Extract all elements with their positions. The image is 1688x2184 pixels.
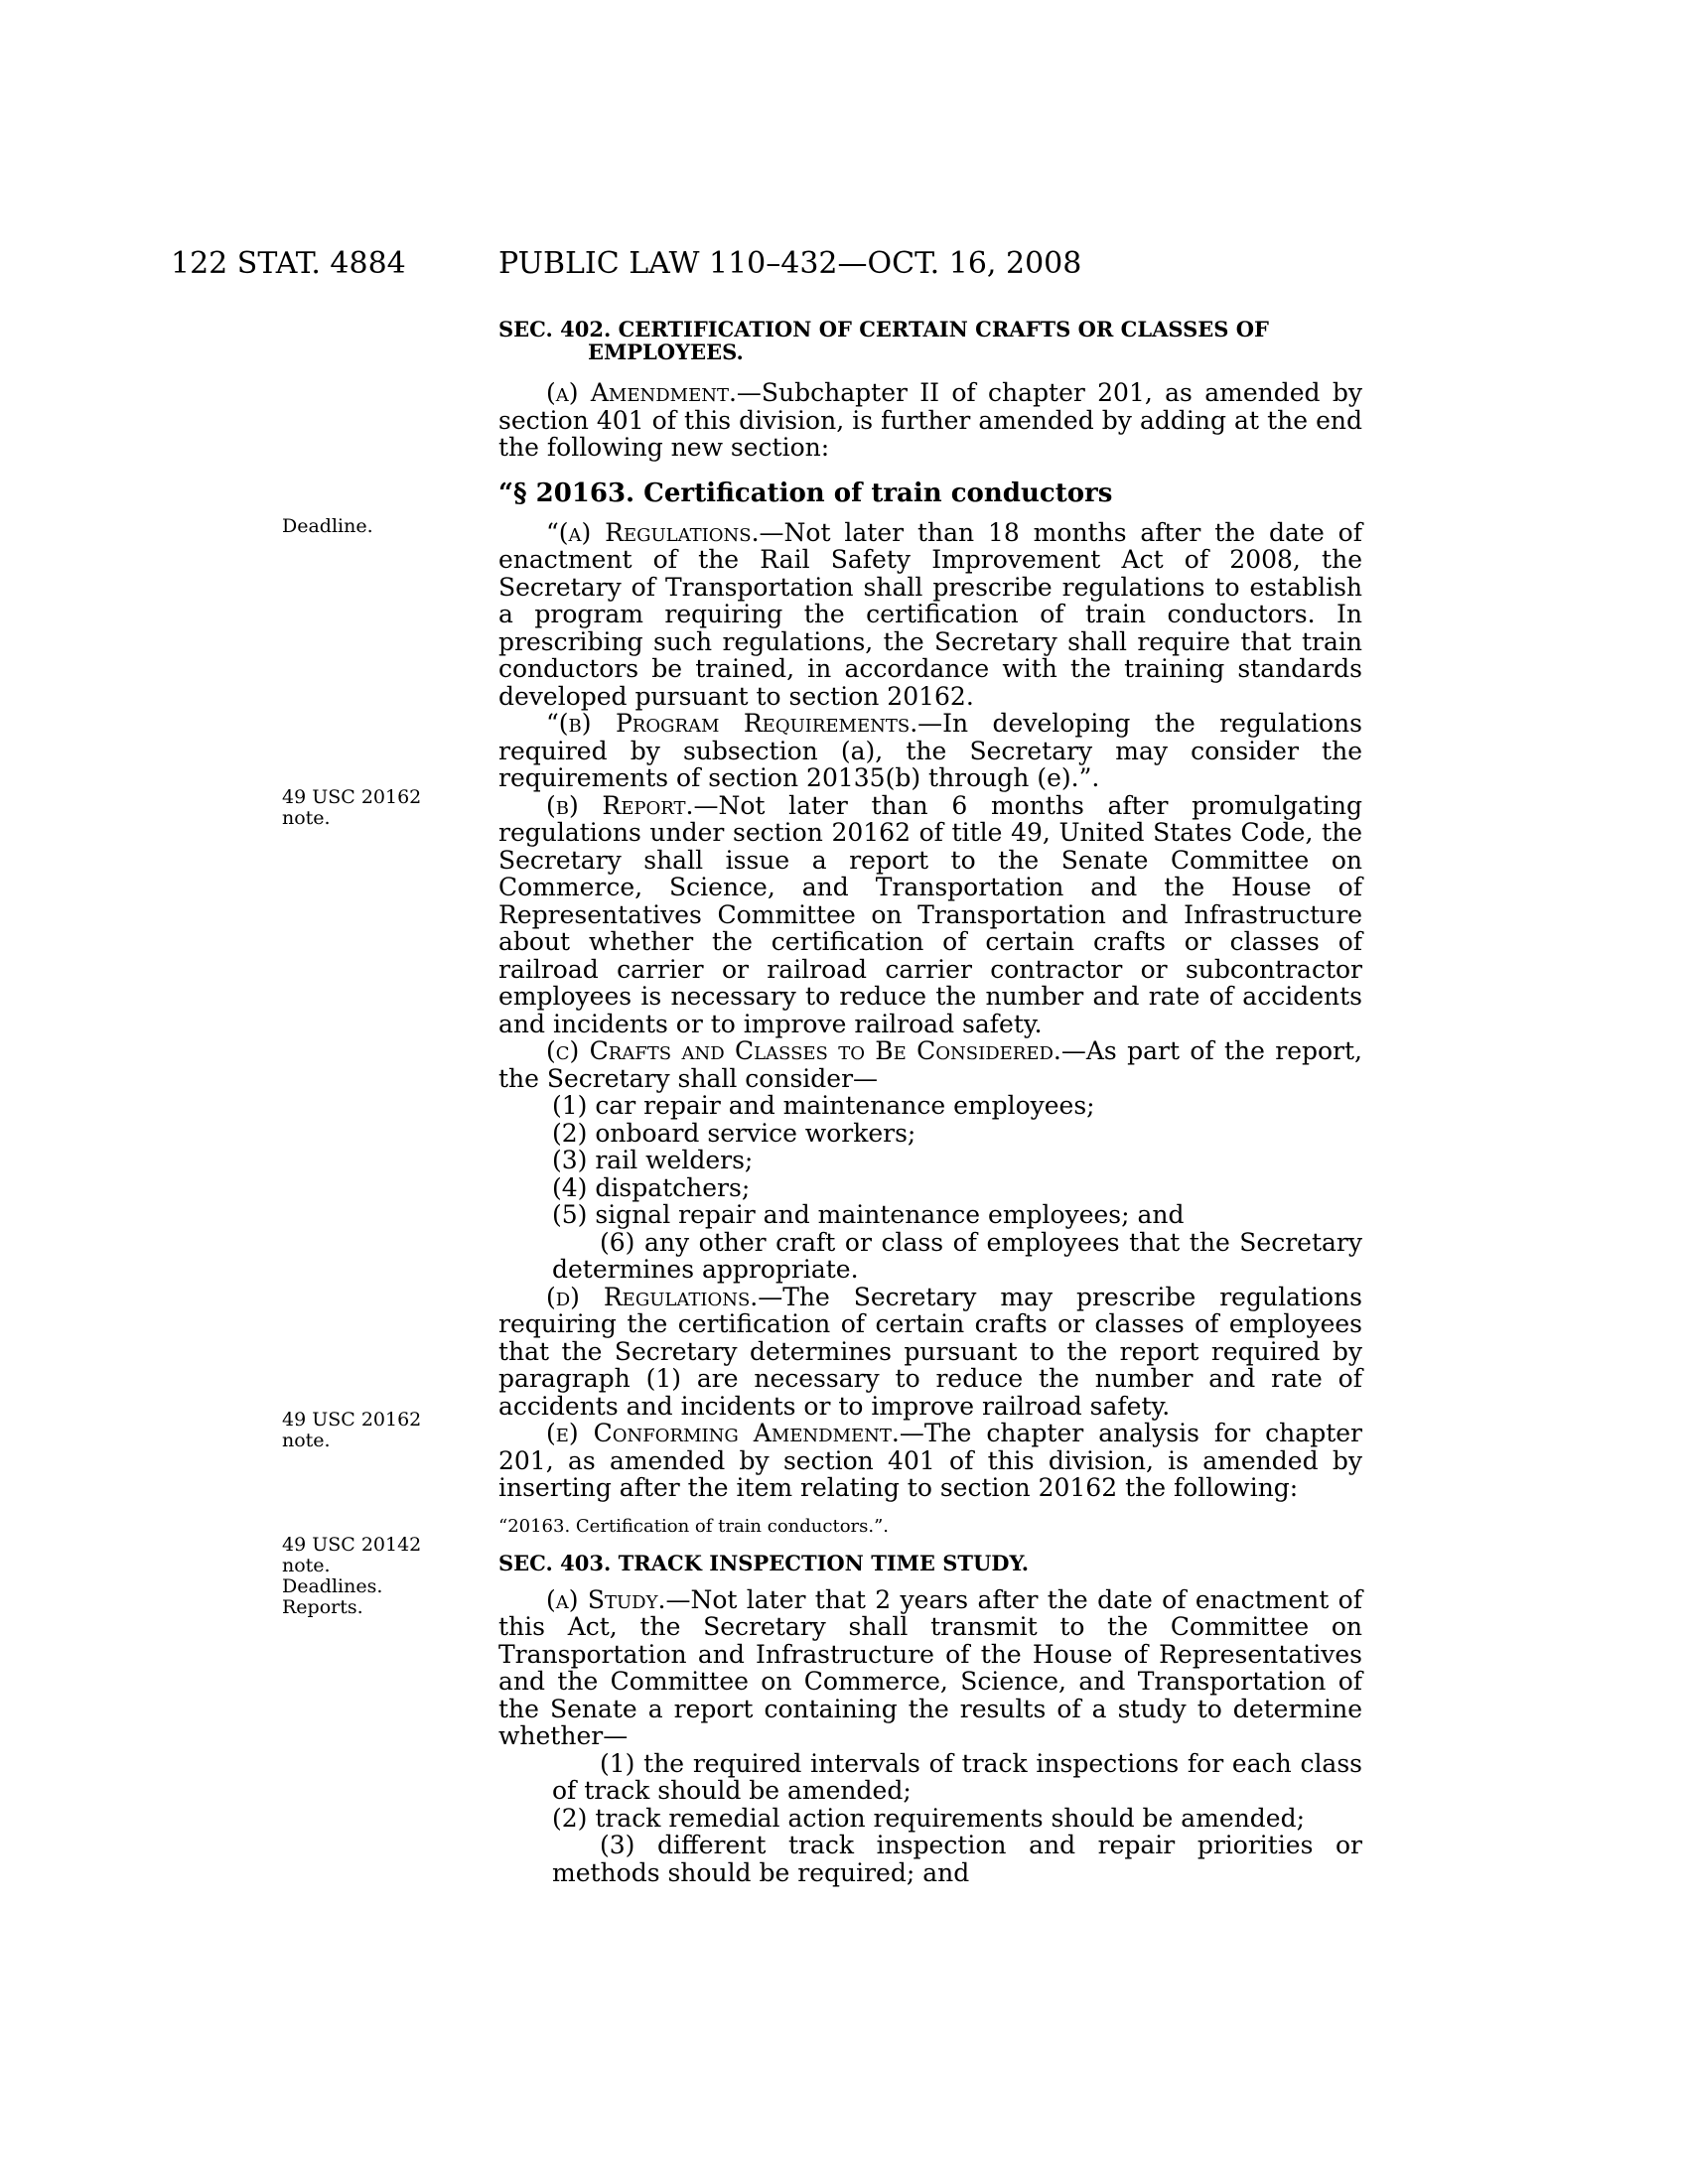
section-title-line: EMPLOYEES. [588,340,744,364]
paragraph-c-crafts [498,1037,1362,1092]
margin-note-text: 49 USC 20162 [282,786,422,808]
paragraph-label: (c) Crafts and Classes to Be Considered. [546,1036,1061,1065]
paragraph-text: —Not later than 6 months after promulgating regulations under section 20162 of title 49, United States Code, the Secretary shall issue a report to the Senate Committee on Commerce, Science, and Transportation and the House of Representatives Committee on Transportation and Infrastructure about whether the certification of certain crafts or classes of railroad carrier or railroad carrier contractor or subcontractor employees is necessary to reduce the number and rate of accidents and incidents or to improve railroad safety. [498,790,1362,1038]
paragraph-label: “(b) Program Requirements. [546,709,918,738]
paragraph-text: —As part of the report, the Secretary shall consider— [498,1036,1362,1093]
margin-note-text: 49 USC 20162 [282,1409,422,1431]
margin-note-text: Reports. [282,1596,363,1618]
paragraph-program-requirements [498,710,1362,792]
margin-note-usc-1 [282,787,461,829]
chapter-analysis-item: “20163. Certification of train conductors.”. [498,1515,890,1537]
margin-note-usc-2 [282,1410,461,1451]
paragraph-text: —Not later than 18 months after the date of enactment of the Rail Safety Improvement Act of 2008, the Secretary of Transportation shall prescribe regulations to establish a program requiring the certification of train conductors. In prescribing such regulations, the Secretary shall require that train conductors be trained, in accordance with the training standards developed pursuant to section 20162. [498,517,1362,711]
list-item: (3) rail welders; [552,1146,754,1174]
margin-note-deadline [282,516,461,537]
paragraph-a-amendment [498,379,1362,462]
paragraph-text: —Not later that 2 years after the date of enactment of this Act, the Secretary shall transmit to the Committee on Transportation and Infrastructure of the House of Representatives and the Committee on Commerce, Science, and Transportation of the Senate a report containing the results of a study to determine whether— [498,1584,1362,1750]
margin-note-text: note. [282,1430,331,1451]
paragraph-text: —In developing the regulations required by subsection (a), the Secretary may consider the requirements of section 20135(b) through (e).”. [498,709,1362,792]
paragraph-label: (b) Report. [546,790,694,820]
paragraph-text: —The chapter analysis for chapter 201, as amended by section 401 of this division, is amended by inserting after the item relating to section 20162 the following: [498,1419,1362,1502]
margin-note-text: Deadlines. [282,1575,383,1597]
paragraph-b-report [498,792,1362,1038]
stat-citation: 122 STAT. 4884 [171,246,406,281]
list-item: (2) track remedial action requirements should be amended; [552,1803,1306,1833]
paragraph-text: —The Secretary may prescribe regulations requiring the certification of certain crafts or classes of employees that the Secretary determines pursuant to the report required by paragraph (1) are necessary to reduce the number and rate of accidents and incidents or to improve railroad safety. [498,1282,1362,1421]
section-title-line: SEC. 402. CERTIFICATION OF CERTAIN CRAFTS OR CLASSES OF [498,317,1269,341]
list-item: (1) car repair and maintenance employees; [552,1091,1095,1120]
list-item: (5) signal repair and maintenance employees; and [552,1200,1185,1229]
list-item: (4) dispatchers; [552,1172,751,1202]
main-text-column [498,318,1362,1886]
paragraph-label: (d) Regulations. [546,1282,759,1311]
list-item: (1) the required intervals of track inspections for each class of track should be amended; [552,1748,1362,1805]
paragraph-d-regulations [498,1284,1362,1421]
section-402-title [498,318,1362,363]
list-item: (6) any other craft or class of employees that the Secretary determines appropriate. [552,1227,1362,1284]
paragraph-label: (e) Conforming Amendment. [546,1419,900,1447]
margin-note-usc-3 [282,1535,461,1618]
paragraph-label: (a) Amendment. [546,378,737,407]
margin-note-text: note. [282,807,331,829]
public-law-header: PUBLIC LAW 110–432—OCT. 16, 2008 [498,246,1082,281]
paragraph-regulations [498,519,1362,711]
paragraph-label: “(a) Regulations. [546,517,760,547]
margin-note-text: note. [282,1555,331,1576]
section-403-title: SEC. 403. TRACK INSPECTION TIME STUDY. [498,1550,1030,1575]
list-item: (3) different track inspection and repair priorities or methods should be required; and [552,1831,1362,1887]
list-item: (2) onboard service workers; [552,1118,916,1148]
paragraph-e-conforming-amendment [498,1420,1362,1502]
paragraph-a-study [498,1586,1362,1750]
paragraph-label: (a) Study. [546,1584,666,1614]
section-20163-heading: “§ 20163. Certification of train conductors [498,478,1113,508]
paragraph-text: —Subchapter II of chapter 201, as amended by section 401 of this division, is further amended by adding at the end the following new section: [498,378,1362,462]
margin-note-text: Deadline. [282,515,373,537]
margin-note-text: 49 USC 20142 [282,1534,422,1556]
